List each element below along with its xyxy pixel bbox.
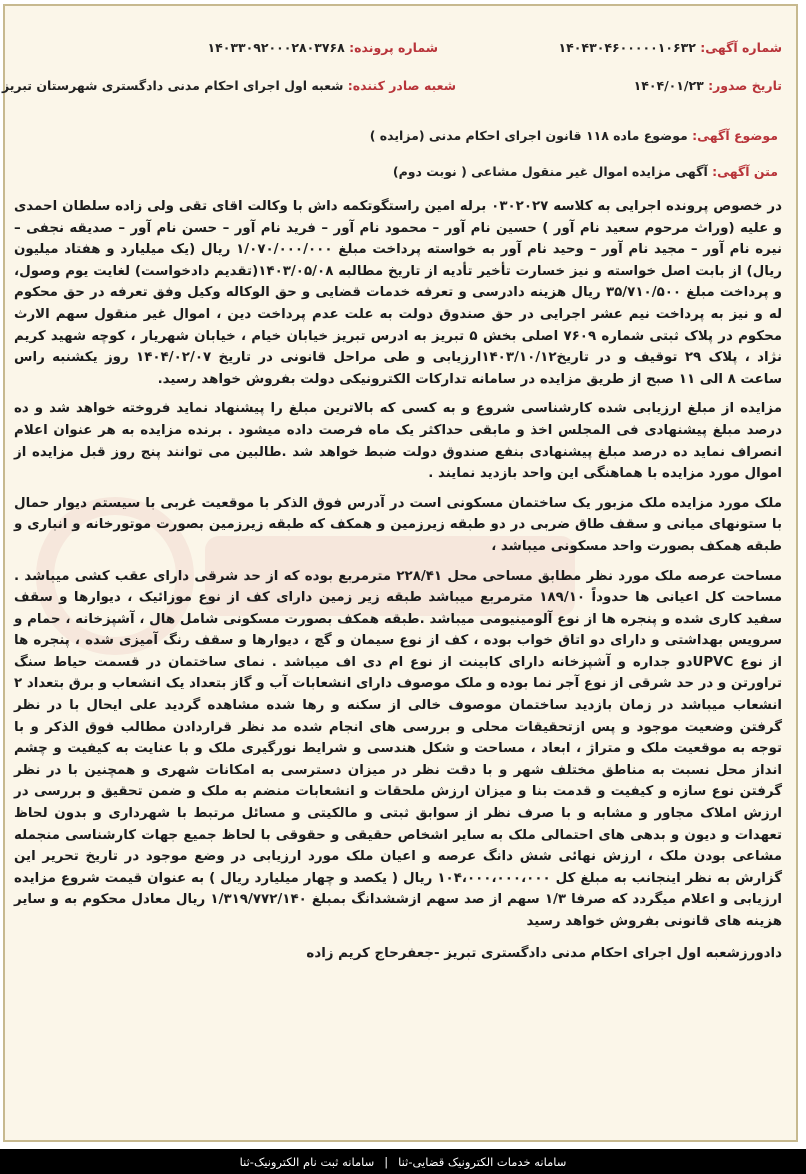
notice-body	[14, 196, 782, 972]
paragraph-appraisal: مساحت عرصه ملک مورد نظر مطابق مساحی محل ۲۲۸/۴۱ مترمربع بوده که از حد شرقی دارای عقب کشی میباشد . مساحت کل اعیانی ها حدوداً ۱۸۹/۱۰ مترمربع میباشد طبقه زیر زمین دارای کف از نوع موزائیک ، دیوارها و سقف سفید کاری شده و پنجره ها از نوع آلومینیومی میباشد .طبقه همکف بصورت مسکونی شامل هال ، آشپزخانه ، حمام و سرویس بهداشتی و دارای دو اتاق خواب بوده ، کف از نوع سیمان و گچ ، دیوارها و سقف رنگ آمیزی شده ، پنجره ها از نوع UPVCدو جداره و آشپزخانه دارای کابینت از نوع ام دی اف میباشد . نمای ساختمان در قسمت حیاط سنگ تراورتن و در حد شرقی از نوع آجر نما بوده و ملک موصوف دارای انشعابات آب و گاز بتعداد یک انشعاب و برق بتعداد ۲ انشعاب میباشد در زمان بازدید ساختمان موصوف خالی از سکنه و رها شده مشاهده گردید علی ایحال با در نظر گرفتن وضعیت موجود و پس ازتحقیقات محلی و بررسی های انجام شده مد نظر قراردادن مطالب فوق الذکر و با توجه به موقعیت ملک و متراژ ، ابعاد ، مساحت و شکل هندسی و شرایط نورگیری ملک و با عنایت به کیفیت و چشم انداز محل نسبت به مناطق مختلف شهر و با دقت نظر در میزان دسترسی به امکانات شهری و همچنین با در نظر گرفتن نوع سازه و کیفیت و قدمت بنا و میزان ارزش ملحقات و انشعابات منضم به ملک و ضمن تحقیق و بررسی در ارزش املاک مجاور و مشابه و با صرف نظر از سوابق ثبتی و مالکیتی و مسائل مرتبط با شهرداری و بدون لحاظ تعهدات و دیون و بدهی های احتمالی ملک به سایر اشخاص حقیقی و حقوقی با لحاظ جمیع جهات کارشناسی منجمله مشاعی بودن ملک ، ارزش نهائی شش دانگ عرصه و اعیان ملک مورد ارزیابی در وضع موجود در تاریخ تحریر این گزارش به نظر اینجانب به مبلغ کل ۱۰۴،۰۰۰،۰۰۰،۰۰۰ ریال ( یکصد و چهار میلیارد ریال ) به عنوان قیمت شروع مزایده ارزیابی و اعلام میگردد که صرفا ۱/۳ سهم از صد سهم ازششدانگ بمبلغ ۱/۳۱۹/۷۷۲/۱۴۰ ریال معادل محکوم به و سایر هزینه های قانونی بفروش خواهد رسید	[14, 568, 782, 929]
issuer-label: شعبه صادر کننده:	[347, 78, 456, 93]
footer-link-sana-services[interactable]: سامانه خدمات الکترونیک قضایی-ثنا	[398, 1154, 567, 1169]
subject-row	[18, 128, 778, 143]
notice-number: ۱۴۰۴۳۰۴۶۰۰۰۰۰۱۰۶۳۲	[558, 40, 696, 55]
notice-text-label: متن آگهی:	[712, 164, 778, 179]
case-number-row	[207, 40, 438, 60]
subject-value: موضوع ماده ۱۱۸ قانون اجرای احکام مدنی (مزایده )	[369, 128, 688, 143]
subject-label: موضوع آگهی:	[692, 128, 778, 143]
notice-sheet	[3, 4, 798, 1142]
paragraph-case-details: در خصوص پرونده اجرایی به کلاسه ۰۳۰۲۰۲۷ برله امین راستگوتکمه داش با وکالت اقای تقی ولی زاده سلطان احمدی و علیه (وراث مرحوم سعید نام آور ) حسین نام آور – محمود نام آور – فرید نام آور – حسن نام آور – صدیقه نجفی – نیره نام آور – مجید نام آور – وحید نام آور به خواسته پرداخت مبلغ ۱/۰۷۰/۰۰۰/۰۰۰ ریال (یک میلیارد و هفتاد میلیون ریال) از بابت اصل خواسته و نیز خسارت تأخیر تأدیه از تاریخ مطالبه ۱۴۰۳/۰۵/۰۸(تقدیم دادخواست) لغایت یوم وصول، و پرداخت مبلغ ۳۵/۷۱۰/۵۰۰ ریال هزینه دادرسی و تعرفه خدمات قضایی و حق الوکاله وکیل وفق تعرفه در حق محکوم له و نیز به پرداخت نیم عشر اجرایی در حق صندوق دولت به علت عدم پرداخت دین ، اموال غیر منقول سهم الارث محکوم در پلاک ثبتی شماره ۷۶۰۹ اصلی بخش ۵ تبریز به ادرس تبریز خیابان خیام ، خیابان شهریار ، کوچه شهید کریم نژاد ، پلاک ۲۹ توقیف و در تاریخ۱۴۰۳/۱۰/۱۲ارزیابی و طی مراحل قانونی در تاریخ ۱۴۰۴/۰۲/۰۷ روز یکشنبه راس ساعت ۸ الی ۱۱ صبح از طریق مزایده در سامانه تدارکات الکترونیکی دولت بفروش خواهد رسید.	[14, 199, 783, 387]
issue-date: ۱۴۰۴/۰۱/۲۳	[633, 78, 704, 93]
footer-link-sana-registration[interactable]: سامانه ثبت نام الکترونیک-ثنا	[239, 1154, 375, 1169]
notice-number-row	[559, 40, 782, 60]
issue-date-row	[634, 78, 782, 98]
paragraph-auction-terms: مزایده از مبلغ ارزیابی شده کارشناسی شروع و به کسی که بالاترین مبلغ را پیشنهاد نماید فروخته خواهد شد و ده درصد مبلغ پیشنهادی فی المجلس اخذ و مابقی حداکثر یک ماه فرصت داده میشود . برنده مزایده به هر عنوان اعلام انصراف نماید ده درصد مبلغ پیشنهادی بنفع صندوق دولت ضبط خواهد شد .طالبین می توانند پنج روز قبل مزایده از اموال مورد مزایده با هماهنگی این واحد بازدید نمایند .	[14, 401, 782, 482]
paragraph-signature: دادورزشعبه اول اجرای احکام مدنی دادگستری تبریز -جعفرحاج کریم زاده	[306, 945, 782, 961]
footer-bar	[0, 1149, 806, 1174]
footer-separator: |	[384, 1154, 389, 1169]
issuer-row	[2, 78, 456, 98]
notice-text-value: آگهی مزایده اموال غیر منقول مشاعی ( نوبت دوم)	[392, 164, 708, 179]
case-number-label: شماره پرونده:	[349, 40, 438, 55]
notice-title-row	[18, 164, 778, 179]
case-number: ۱۴۰۳۳۰۹۲۰۰۰۲۸۰۳۷۶۸	[207, 40, 345, 55]
issue-date-label: تاریخ صدور:	[708, 78, 782, 93]
issuer: شعبه اول اجرای احکام مدنی دادگستری شهرستان تبریز	[1, 78, 344, 93]
notice-number-label: شماره آگهی:	[700, 40, 782, 55]
paragraph-property-description: ملک مورد مزایده ملک مزبور یک ساختمان مسکونی است در آدرس فوق الذکر با موقعیت غربی با سیستم دیوار حمال با ستونهای میانی و سقف طاق ضربی در دو طبقه زیرزمین و همکف که طبقه زیرزمین بصورت موتورخانه و انباری و طبقه همکف بصورت واحد مسکونی میباشد ،	[14, 495, 782, 554]
